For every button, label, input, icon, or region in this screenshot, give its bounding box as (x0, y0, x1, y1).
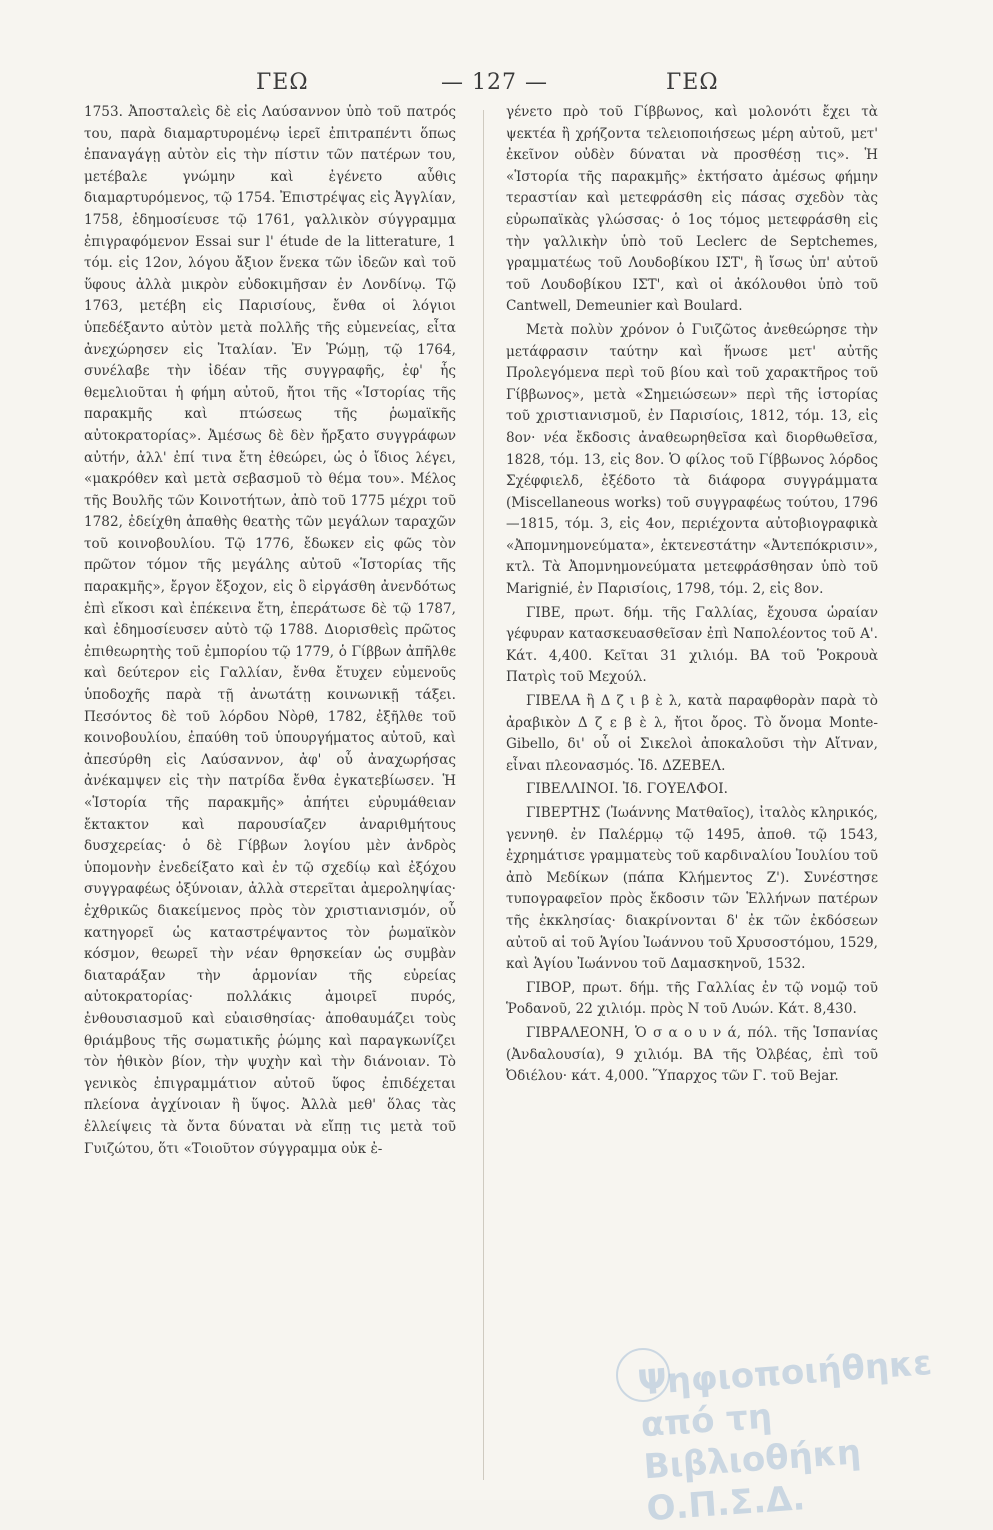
entry-gibertis: ΓΙΒΕΡΤΗΣ (Ἰωάννης Ματθαῖος), ἰταλὸς κληρικός, γεννηθ. ἐν Παλέρμῳ τῷ 1495, ἀποθ. τῷ 1543, ἐχρημάτισε γραμματεὺς τοῦ καρδιναλίου Ἰουλίου τοῦ ἀπὸ Μεδίκων (πάπα Κλήμεντος Ζ'). Συνέστησε τυπογραφεῖον πρὸς ἔκδοσιν τῶν Ἑλλήνων πατέρων τῆς ἐκκλησίας· διακρίνονται δ' ἐκ τῶν ἐκδόσεων αὐτοῦ αἱ τοῦ Ἁγίου Ἰωάννου τοῦ Χρυσοστόμου, 1529, καὶ Ἁγίου Ἰωάννου τοῦ Δαμασκηνοῦ, 1532. (506, 805, 878, 973)
paragraph: Μετὰ πολὺν χρόνον ὁ Γυιζῶτος ἀνεθεώρησε τὴν μετάφρασιν ταύτην καὶ ἥνωσε μετ' αὐτῆς Προλεγόμενα περὶ τοῦ βίου καὶ τοῦ χαρακτῆρος τοῦ Γίββωνος», μετὰ «Σημειώσεων» περὶ τῆς ἱστορίας τοῦ χριστιανισμοῦ, ἐν Παρισίοις, 1812, τόμ. 13, εἰς 8ον· νέα ἔκδοσις ἀναθεωρηθεῖσα καὶ διορθωθεῖσα, 1828, τόμ. 13, εἰς 8ον. Ὁ φίλος τοῦ Γίββωνος λόρδος Σχέφφιελδ, ἐξέδοτο τὰ διάφορα συγγράμματα (Miscellaneous works) τοῦ συγγραφέως τούτου, 1796—1815, τόμ. 3, εἰς 4ον, περιέχοντα αὐτοβιογραφικὰ «Ἀπομνημονεύματα», ἐκτενεστάτην «Ἀντεπόκρισιν», κτλ. Τὰ Ἀπομνημονεύματα μετεφράσθησαν ὑπὸ τοῦ Marignié, ἐν Παρισίοις, 1798, τόμ. 2, εἰς 8ον. (506, 321, 878, 598)
library-watermark: Ψηφιοποιήθηκε από τη Βιβλιοθήκη Ο.Π.Σ.Δ. (636, 1343, 934, 1530)
running-header (96, 64, 906, 100)
entry-gibellinoi: ΓΙΒΕΛΛΙΝΟΙ. Ἰδ. ΓΟΥΕΛΦΟΙ. (526, 781, 728, 798)
right-column (506, 102, 878, 1088)
entry-gibor: ΓΙΒΟΡ, πρωτ. δήμ. τῆς Γαλλίας ἐν τῷ νομῷ τοῦ Ῥοδανοῦ, 22 χιλιόμ. πρὸς Ν τοῦ Λυών. Κάτ. 8,430. (506, 979, 878, 1018)
header-right: ΓΕΩ (666, 70, 719, 95)
paragraph: γένετο πρὸ τοῦ Γίββωνος, καὶ μολονότι ἔχει τὰ ψεκτέα ἢ χρήζοντα τελειοποιήσεως μέρη αὐτοῦ, μετ' ἐκεῖνον οὐδὲν δύναται νὰ προσθέσῃ τις». Ἡ «Ἱστορία τῆς παρακμῆς» ἐκτήσατο ἀμέσως φήμην τεραστίαν καὶ μετεφράσθη εἰς πάσας σχεδὸν τὰς εὐρωπαϊκὰς γλώσσας· ὁ 1ος τόμος μετεφράσθη εἰς τὴν γαλλικὴν ὑπὸ τοῦ Leclerc de Septchemes, γραμματέως τοῦ Λουδοβίκου ΙΣΤ', ἢ ἴσως ὑπ' αὐτοῦ τοῦ Λουδοβίκου ΙΣΤ', καὶ οἱ ἀκόλουθοι ὑπὸ τοῦ Cantwell, Demeunier καὶ Boulard. (506, 104, 878, 315)
page-number: — 127 — (441, 70, 548, 95)
left-column (84, 102, 456, 1160)
entry-gibe: ΓΙΒΕ, πρωτ. δήμ. τῆς Γαλλίας, ἔχουσα ὡραίαν γέφυραν κατασκευασθεῖσαν ἐπὶ Ναπολέοντος τοῦ Α'. Κάτ. 4,400. Κεῖται 31 χιλιόμ. ΒΑ τοῦ Ῥοκρουὰ Πατρὶς τοῦ Μεχούλ. (506, 604, 878, 686)
entry-gibraleoni: ΓΙΒΡΑΛΕΟΝΗ, Ὁ σ α ο υ ν ά, πόλ. τῆς Ἱσπανίας (Ἀνδαλουσία), 9 χιλιόμ. ΒΑ τῆς Ὀλβέας, ἐπὶ τοῦ Ὀδιέλου· κάτ. 4,000. Ὕπαρχος τῶν Γ. τοῦ Bejar. (506, 1024, 878, 1085)
entry-gibela: ΓΙΒΕΛΑ ἢ Δ ζ ι β ὲ λ, κατὰ παραφθορὰν παρὰ τὸ ἀραβικὸν Δ ζ ε β ὲ λ, ἤτοι ὄρος. Τὸ ὄνομα Monte-Gibello, δι' οὗ οἱ Σικελοὶ ἀποκαλοῦσι τὴν Αἴτναν, εἶναι πλεονασμός. Ἰδ. ΔΖΕΒΕΛ. (506, 693, 878, 774)
header-left: ΓΕΩ (256, 70, 309, 95)
column-divider (483, 110, 484, 1480)
library-seal-icon (616, 1348, 670, 1402)
paragraph: 1753. Ἀποσταλεὶς δὲ εἰς Λαύσαννον ὑπὸ τοῦ πατρός του, παρὰ διαμαρτυρομένῳ ἱερεῖ ἐπιτραπέντι ὅπως ἐπαναγάγῃ αὐτὸν εἰς τὴν πίστιν τῶν πατέρων του, μετέβαλε γνώμην καὶ ἐγένετο αὖθις διαμαρτυρόμενος, τῷ 1754. Ἐπιστρέψας εἰς Ἀγγλίαν, 1758, ἐδημοσίευσε τῷ 1761, γαλλικὸν σύγγραμμα ἐπιγραφόμενον Essai sur l' étude de la litterature, 1 τόμ. εἰς 12ον, λόγου ἄξιον ἕνεκα τῶν ἰδεῶν καὶ τοῦ ὕφους ἀλλὰ μικρὸν εὐδοκιμῆσαν ἐν Λονδίνῳ. Τῷ 1763, μετέβη εἰς Παρισίους, ἔνθα οἱ λόγιοι ὑπεδέξαντο αὐτὸν μετὰ πολλῆς τῆς εὐμενείας, εἶτα ἀνεχώρησεν εἰς Ἰταλίαν. Ἐν Ῥώμῃ, τῷ 1764, συνέλαβε τὴν ἰδέαν τῆς συγγραφῆς, ἐφ' ἧς θεμελιοῦται ἡ φήμη αὐτοῦ, ἤτοι τῆς «Ἱστορίας τῆς παρακμῆς καὶ πτώσεως τῆς ῥωμαϊκῆς αὐτοκρατορίας». Ἀμέσως δὲ δὲν ἤρξατο συγγράφων αὐτήν, ἀλλ' ἐπί τινα ἔτη ἐθεώρει, ὡς ὁ ἴδιος λέγει, «μακρόθεν καὶ μετὰ σεβασμοῦ τὸ θέμα του». Μέλος τῆς Βουλῆς τῶν Κοινοτήτων, ἀπὸ τοῦ 1775 μέχρι τοῦ 1782, ἐδείχθη ἀπαθὴς θεατὴς τῶν μεγάλων ταραχῶν τοῦ κοινοβουλίου. Τῷ 1776, ἔδωκεν εἰς φῶς τὸν πρῶτον τόμον τῆς μεγάλης αὐτοῦ «Ἱστορίας τῆς παρακμῆς», ἔργον ἔξοχον, εἰς ὃ εἰργάσθη ἀνενδότως ἐπὶ εἴκοσι καὶ ἐπέκεινα ἔτη, ἐπεράτωσε δὲ τῷ 1787, καὶ ἐδημοσίευσεν αὐτὸ τῷ 1788. Διορισθεὶς πρῶτος ἐπιθεωρητὴς τοῦ ἐμπορίου τῷ 1779, ὁ Γίββων ἀπῆλθε καὶ δεύτερον εἰς Γαλλίαν, ἔνθα ἔτυχεν εὐμενοῦς ὑποδοχῆς παρὰ τῇ ἀνωτάτῃ κοινωνικῇ τάξει. Πεσόντος δὲ τοῦ λόρδου Νὸρθ, 1782, ἐξῆλθε τοῦ κοινοβουλίου, ἐπαύθη τοῦ ὑπουργήματος αὐτοῦ, καὶ ἀπεσύρθη εἰς Λαύσαννον, ἀφ' οὗ ἀναχωρήσας ἀνέκαμψεν εἰς τὴν πατρίδα ἔνθα ἐγκατεβίωσεν. Ἡ «Ἱστορία τῆς παρακμῆς» ἀπήτει εὐρυμάθειαν ἔκτακτον καὶ παρουσίαζεν ἀναριθμήτους δυσχερείας· ὁ δὲ Γίββων λογίου μὲν ἀνδρὸς ὑπομονὴν ἐνεδείξατο καὶ ἐν τῷ σχεδίῳ καὶ ἐξόχου συγγραφέως ὀξύνοιαν, ἀλλὰ στερεῖται ἀμεροληψίας· ἐχθρικῶς διακείμενος πρὸς τὸν χριστιανισμόν, οὗ κατηγορεῖ ὡς καταστρέψαντος τὸν ῥωμαϊκὸν κόσμον, θεωρεῖ τὴν νέαν θρησκείαν ὡς συμβὰν διαταράξαν τὴν ἁρμονίαν τῆς εὐρείας αὐτοκρατορίας· πολλάκις ἀμοιρεῖ πυρός, ἐνθουσιασμοῦ καὶ εὐαισθησίας· ἀποθαυμάζει τοὺς θριάμβους τῆς σωματικῆς ῥώμης καὶ παραγκωνίζει τὸν ἠθικὸν βίον, τὴν ψυχὴν καὶ τὴν διάνοιαν. Τὸ γενικὸς ἐπιγραμμάτιον αὐτοῦ ὕφος ἐπιδέχεται πλείονα ἀγχίνοιαν ἢ ὕψος. Ἀλλὰ μεθ' ὅλας τὰς ἐλλείψεις τὰ ὄντα δύναται νὰ εἴπῃ τις μετὰ τοῦ Γυιζώτου, ὅτι «Τοιοῦτον σύγγραμμα οὐκ ἐ- (84, 104, 456, 1157)
